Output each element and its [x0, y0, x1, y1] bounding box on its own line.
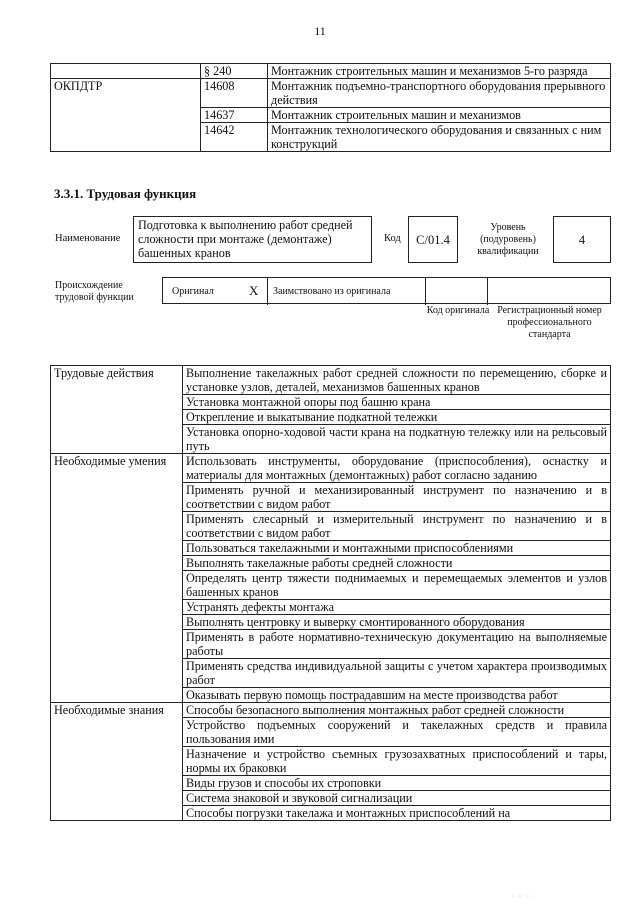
- description-cell: Устранять дефекты монтажа: [183, 600, 611, 615]
- classifier-code-cell: 14637: [201, 108, 268, 123]
- description-cell: Открепление и выкатывание подкатной тележки: [183, 410, 611, 425]
- classifier-title-cell: Монтажник строительных машин и механизмов 5-го разряда: [268, 64, 611, 79]
- description-cell: Применять ручной и механизированный инструмент по назначению и в соответствии с видом работ: [183, 483, 611, 512]
- detail-row: [51, 703, 611, 718]
- qualification-level-label: Уровень (подуровень) квалификации: [477, 222, 539, 257]
- classifier-name-cell: ОКПДТР: [51, 79, 201, 108]
- description-cell: Применять слесарный и измерительный инструмент по назначению и в соответствии с видом работ: [183, 512, 611, 541]
- classifier-name-cell: [51, 123, 201, 152]
- name-label: Наименование: [55, 233, 121, 244]
- classifier-table: [50, 63, 611, 152]
- detail-row: [51, 366, 611, 395]
- description-cell: Оказывать первую помощь пострадавшим на месте производства работ: [183, 688, 611, 703]
- classifier-table-body: [51, 64, 611, 152]
- detail-row: [51, 454, 611, 483]
- category-cell: Необходимые умения: [51, 454, 183, 703]
- qualification-level-value: 4: [553, 216, 611, 263]
- classifier-row: [51, 64, 611, 79]
- classifier-code-cell: 14608: [201, 79, 268, 108]
- classifier-title-cell: Монтажник технологического оборудования и связанных с ним конструкций: [268, 123, 611, 152]
- function-name-value: Подготовка к выполнению работ средней сложности при монтаже (демонтаже) башенных кранов: [133, 216, 372, 263]
- description-cell: Установка монтажной опоры под башню крана: [183, 395, 611, 410]
- function-details-body: [51, 366, 611, 821]
- description-cell: Выполнять такелажные работы средней сложности: [183, 556, 611, 571]
- original-checkmark: X: [249, 283, 259, 298]
- scan-mark: · · · ·: [512, 892, 536, 901]
- description-cell: Установка опорно-ходовой части крана на подкатную тележку или на рельсовый путь: [183, 425, 611, 454]
- description-cell: Выполнять центровку и выверку смонтированного оборудования: [183, 615, 611, 630]
- function-code-value: С/01.4: [408, 216, 458, 263]
- category-cell: Необходимые знания: [51, 703, 183, 821]
- origin-row: [162, 277, 611, 304]
- description-cell: Способы погрузки такелажа и монтажных приспособлений на: [183, 806, 611, 821]
- origin-label: Происхождение трудовой функции: [55, 280, 134, 303]
- category-cell: Трудовые действия: [51, 366, 183, 454]
- registration-number-label: Регистрационный номер профессионального стандарта: [497, 305, 602, 340]
- description-cell: Виды грузов и способы их строповки: [183, 776, 611, 791]
- classifier-row: [51, 123, 611, 152]
- borrowed-label: Заимствовано из оригинала: [273, 286, 391, 297]
- classifier-code-cell: § 240: [201, 64, 268, 79]
- classifier-row: [51, 79, 611, 108]
- description-cell: Применять средства индивидуальной защиты с учетом характера производимых работ: [183, 659, 611, 688]
- classifier-name-cell: [51, 64, 201, 79]
- origin-code-cell: [426, 278, 488, 305]
- page-number: 11: [314, 24, 326, 38]
- description-cell: Выполнение такелажных работ средней сложности по перемещению, сборке и установке узлов, деталей, механизмов башенных кранов: [183, 366, 611, 395]
- classifier-title-cell: Монтажник подъемно-транспортного оборудования прерывного действия: [268, 79, 611, 108]
- description-cell: Назначение и устройство съемных грузозахватных приспособлений и тары, нормы их браковки: [183, 747, 611, 776]
- description-cell: Устройство подъемных сооружений и такелажных средств и правила пользования ими: [183, 718, 611, 747]
- description-cell: Применять в работе нормативно-техническую документацию на выполняемые работы: [183, 630, 611, 659]
- description-cell: Способы безопасного выполнения монтажных работ средней сложности: [183, 703, 611, 718]
- classifier-name-cell: [51, 108, 201, 123]
- description-cell: Определять центр тяжести поднимаемых и перемещаемых элементов и узлов башенных кранов: [183, 571, 611, 600]
- description-cell: Система знаковой и звуковой сигнализации: [183, 791, 611, 806]
- function-details-table: [50, 365, 611, 821]
- description-cell: Использовать инструменты, оборудование (приспособления), оснастку и материалы для монтажных (демонтажных) работ согласно заданию: [183, 454, 611, 483]
- classifier-code-cell: 14642: [201, 123, 268, 152]
- section-heading: 3.3.1. Трудовая функция: [54, 186, 197, 201]
- code-original-label: Код оригинала: [426, 305, 490, 316]
- original-label: Оригинал: [172, 286, 214, 297]
- classifier-title-cell: Монтажник строительных машин и механизмов: [268, 108, 611, 123]
- description-cell: Пользоваться такелажными и монтажными приспособлениями: [183, 541, 611, 556]
- classifier-row: [51, 108, 611, 123]
- code-label: Код: [384, 233, 401, 244]
